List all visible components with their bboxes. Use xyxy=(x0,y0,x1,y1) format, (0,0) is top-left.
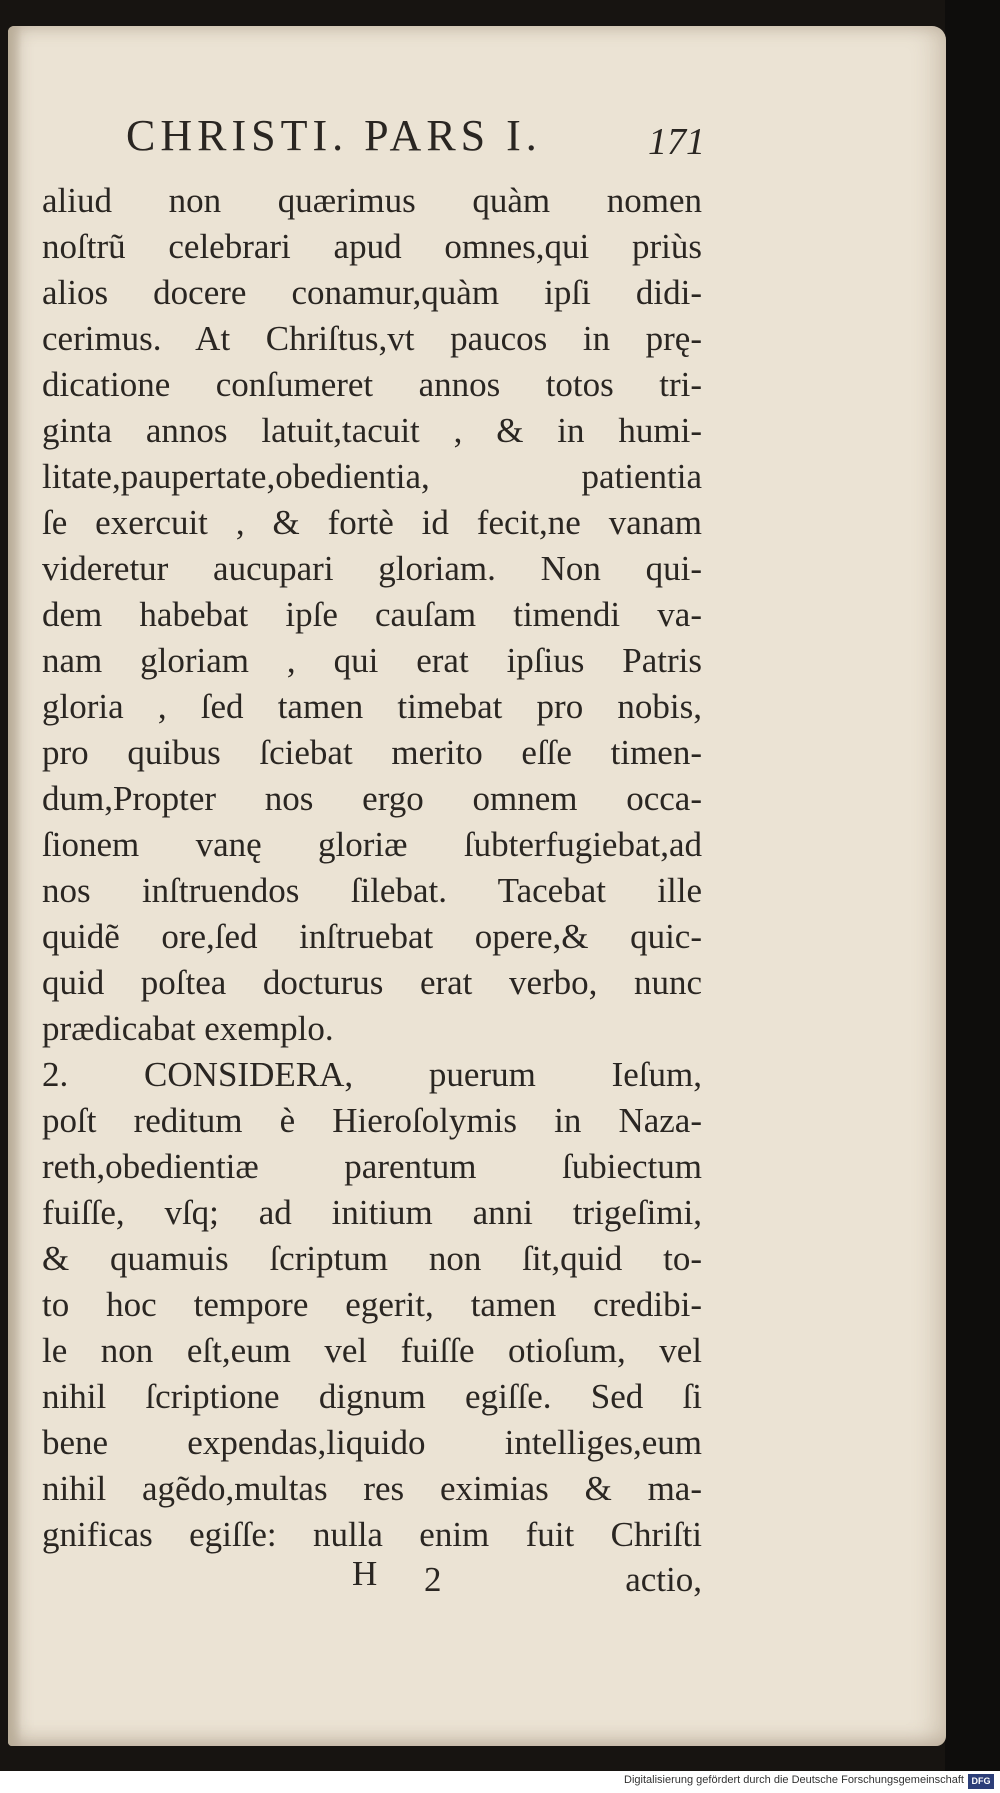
text-line: nihil ſcriptione dignum egiſſe. Sed ſi xyxy=(42,1377,702,1416)
text-line: quid poſtea docturus erat verbo, nunc xyxy=(42,963,702,1002)
text-line: poſt reditum è Hieroſolymis in Naza- xyxy=(42,1101,702,1140)
text-line: & quamuis ſcriptum non ſit,quid to- xyxy=(42,1239,702,1278)
text-line: quidẽ ore,ſed inſtruebat opere,& quic- xyxy=(42,917,702,956)
text-line: le non eſt,eum vel fuiſſe otioſum, vel xyxy=(42,1331,702,1370)
text-line: pro quibus ſciebat merito eſſe timen- xyxy=(42,733,702,772)
scan-dark-border xyxy=(945,0,1000,1793)
signature-mark: H xyxy=(352,1554,378,1593)
footer-credit: Digitalisierung gefördert durch die Deutsche Forschungsgemeinschaft xyxy=(624,1774,964,1786)
page-gutter-shadow xyxy=(8,26,22,1746)
text-line: gloria , ſed tamen timebat pro nobis, xyxy=(42,687,702,726)
text-line: dum,Propter nos ergo omnem occa- xyxy=(42,779,702,818)
text-line-paragraph-end: prædicabat exemplo. xyxy=(42,1009,334,1048)
text-line: gnificas egiſſe: nulla enim fuit Chriſti xyxy=(42,1515,702,1554)
page-number: 171 xyxy=(648,121,705,163)
text-line: to hoc tempore egerit, tamen credibi- xyxy=(42,1285,702,1324)
text-line: nam gloriam , qui erat ipſius Patris xyxy=(42,641,702,680)
text-line: alios docere conamur,quàm ipſi didi- xyxy=(42,273,702,312)
text-line: 2. CONSIDERA, puerum Ieſum, xyxy=(42,1055,702,1094)
catchword: actio, xyxy=(625,1560,702,1599)
text-line: fuiſſe, vſq; ad initium anni trigeſimi, xyxy=(42,1193,702,1232)
text-line: nihil agẽdo,multas res eximias & ma- xyxy=(42,1469,702,1508)
dfg-logo-icon: DFG xyxy=(968,1774,994,1789)
text-line: dicatione conſumeret annos totos tri- xyxy=(42,365,702,404)
foot-line xyxy=(42,1554,702,1602)
text-line: litate,paupertate,obedientia, patientia xyxy=(42,457,702,496)
digitization-footer xyxy=(0,1771,1000,1793)
text-line: cerimus. At Chriſtus,vt paucos in prę- xyxy=(42,319,702,358)
running-head: CHRISTI. PARS I. xyxy=(126,111,542,160)
body-text xyxy=(42,178,702,1558)
text-line: reth,obedientiæ parentum ſubiectum xyxy=(42,1147,702,1186)
book-page xyxy=(8,26,946,1746)
text-line: ſionem vanę gloriæ ſubterfugiebat,ad xyxy=(42,825,702,864)
text-line: bene expendas,liquido intelliges,eum xyxy=(42,1423,702,1462)
text-line: ginta annos latuit,tacuit , & in humi- xyxy=(42,411,702,450)
text-line: videretur aucupari gloriam. Non qui- xyxy=(42,549,702,588)
text-line: aliud non quærimus quàm nomen xyxy=(42,181,702,220)
text-line: nos inſtruendos ſilebat. Tacebat ille xyxy=(42,871,702,910)
text-line: ſe exercuit , & fortè id fecit,ne vanam xyxy=(42,503,702,542)
text-line: noſtrũ celebrari apud omnes,qui priùs xyxy=(42,227,702,266)
signature-number: 2 xyxy=(424,1560,442,1599)
text-line: dem habebat ipſe cauſam timendi va- xyxy=(42,595,702,634)
